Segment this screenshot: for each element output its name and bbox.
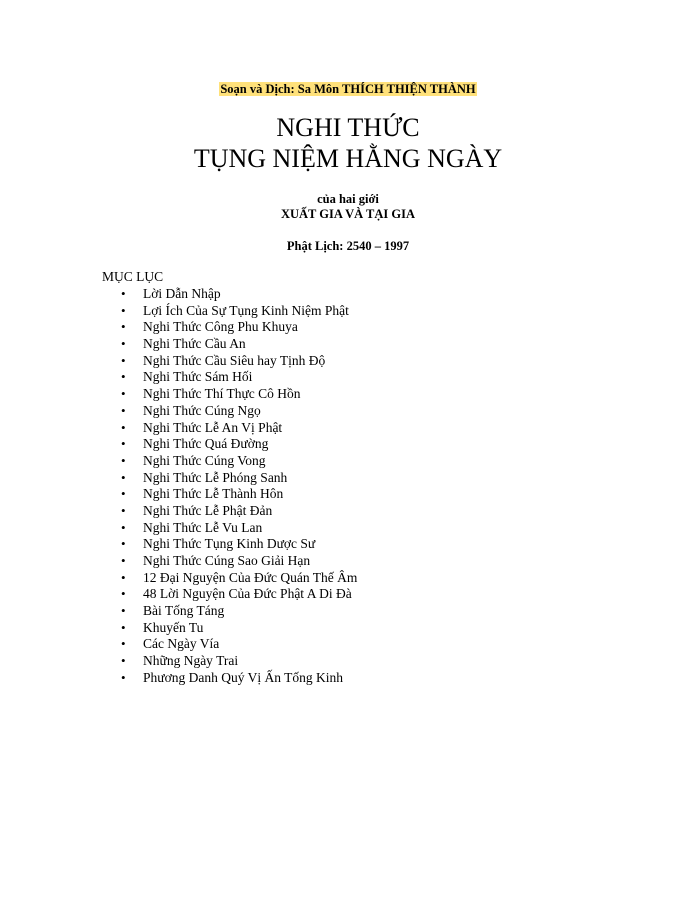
toc-item: • Lời Dẫn Nhập bbox=[102, 286, 357, 303]
toc-item: • Nghi Thức Lễ Phật Đản bbox=[102, 503, 357, 520]
toc-item: • Nghi Thức Lễ Vu Lan bbox=[102, 520, 357, 537]
toc-item: • 12 Đại Nguyện Của Đức Quán Thế Âm bbox=[102, 570, 357, 587]
subtitle-line-2: XUẤT GIA VÀ TẠI GIA bbox=[280, 207, 416, 221]
document-title-line-2: TỤNG NIỆM HẰNG NGÀY bbox=[193, 144, 503, 173]
document-title-line-1: NGHI THỨC bbox=[276, 113, 420, 142]
toc-item: • Nghi Thức Cúng Sao Giải Hạn bbox=[102, 553, 357, 570]
toc-item: • 48 Lời Nguyện Của Đức Phật A Di Đà bbox=[102, 586, 357, 603]
toc-heading: MỤC LỤC bbox=[102, 269, 164, 284]
toc-item: • Nghi Thức Sám Hối bbox=[102, 369, 357, 386]
toc-item: • Các Ngày Vía bbox=[102, 636, 357, 653]
toc-item: • Nghi Thức Thí Thực Cô Hồn bbox=[102, 386, 357, 403]
toc-item: • Nghi Thức Lễ Thành Hôn bbox=[102, 486, 357, 503]
toc-item: • Nghi Thức Tụng Kinh Dược Sư bbox=[102, 536, 357, 553]
toc-item: • Khuyến Tu bbox=[102, 620, 357, 637]
toc-item: • Lợi Ích Của Sự Tụng Kinh Niệm Phật bbox=[102, 303, 357, 320]
toc-item: • Nghi Thức Cầu An bbox=[102, 336, 357, 353]
toc-list bbox=[102, 286, 357, 687]
toc-item: • Bài Tống Táng bbox=[102, 603, 357, 620]
toc-item: • Nghi Thức Lễ Phóng Sanh bbox=[102, 470, 357, 487]
toc-item: • Những Ngày Trai bbox=[102, 653, 357, 670]
buddhist-year: Phật Lịch: 2540 – 1997 bbox=[286, 239, 410, 253]
toc-item: • Nghi Thức Quá Đường bbox=[102, 436, 357, 453]
toc-item: • Nghi Thức Cúng Ngọ bbox=[102, 403, 357, 420]
toc-item: • Nghi Thức Cầu Siêu hay Tịnh Độ bbox=[102, 353, 357, 370]
subtitle-line-1: của hai giới bbox=[317, 192, 379, 206]
toc-item: • Phương Danh Quý Vị Ấn Tống Kinh bbox=[102, 670, 357, 687]
author-credit-text: Soạn và Dịch: Sa Môn THÍCH THIỆN THÀNH bbox=[220, 82, 476, 96]
toc-item: • Nghi Thức Công Phu Khuya bbox=[102, 319, 357, 336]
author-credit bbox=[0, 81, 696, 97]
toc-item: • Nghi Thức Lễ An Vị Phật bbox=[102, 420, 357, 437]
toc-item: • Nghi Thức Cúng Vong bbox=[102, 453, 357, 470]
